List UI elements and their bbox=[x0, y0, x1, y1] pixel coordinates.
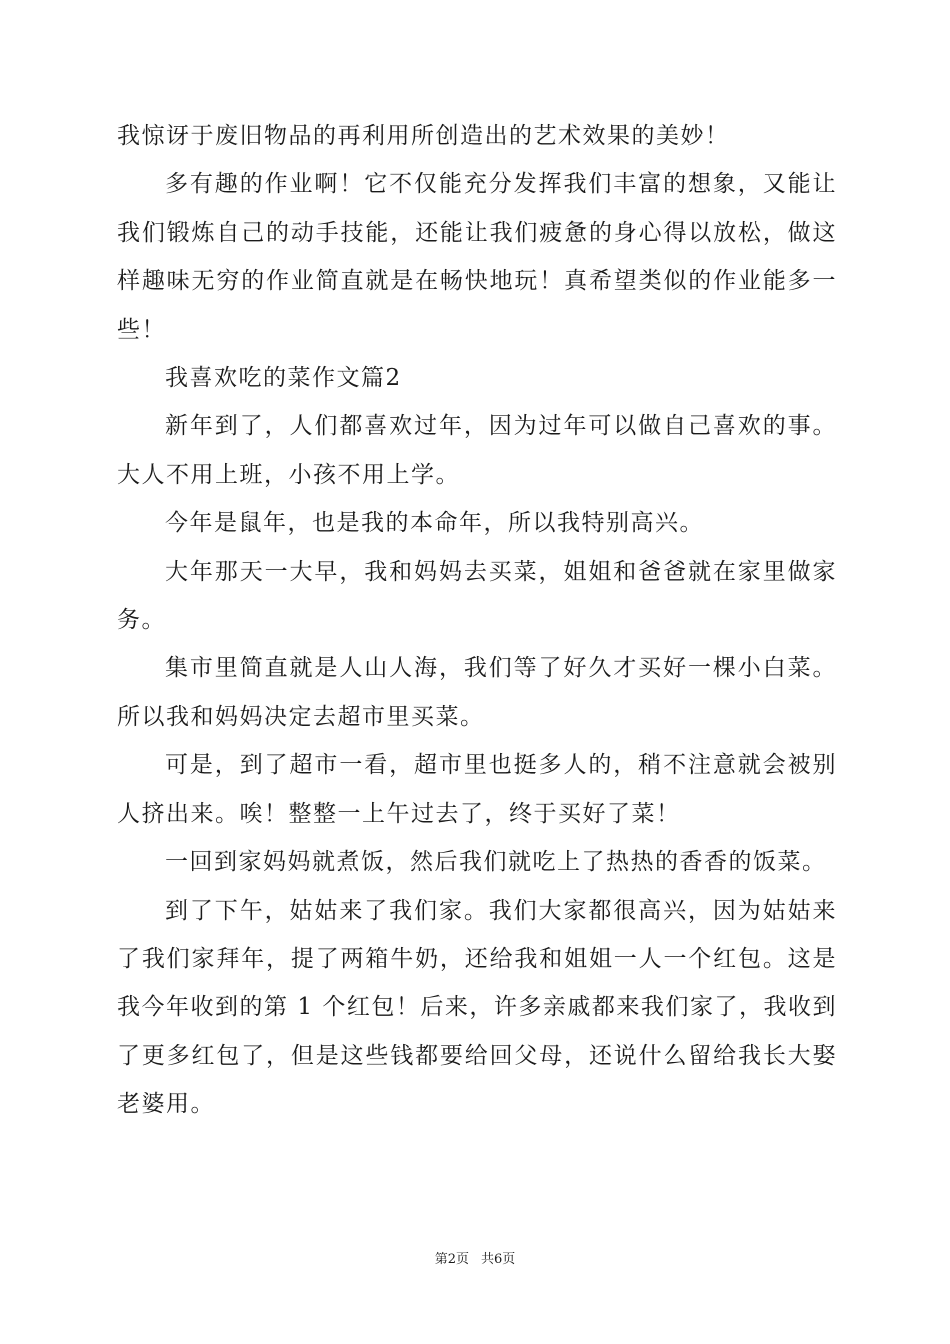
paragraph-8: 一回到家妈妈就煮饭，然后我们就吃上了热热的香香的饭菜。 bbox=[165, 849, 827, 876]
page-total: 共6页 bbox=[481, 1252, 516, 1267]
section-heading: 我喜欢吃的菜作文篇2 bbox=[165, 365, 402, 392]
paragraph-1: 我惊讶于废旧物品的再利用所创造出的艺术效果的美妙！ bbox=[117, 123, 730, 149]
paragraph-7: 可是，到了超市一看，超市里也挺多人的，稍不注意就会被别人挤出来。唉！整整一上午过去了，终于买好了菜！ bbox=[117, 752, 837, 827]
document-body bbox=[117, 112, 837, 1129]
paragraph-4: 今年是鼠年，也是我的本命年，所以我特别高兴。 bbox=[165, 510, 704, 537]
page-footer bbox=[0, 1248, 950, 1267]
paragraph-2: 多有趣的作业啊！它不仅能充分发挥我们丰富的想象，又能让我们锻炼自己的动手技能，还能让我们疲惫的身心得以放松，做这样趣味无穷的作业简直就是在畅快地玩！真希望类似的作业能多一些！ bbox=[117, 171, 837, 343]
paragraph-5: 大年那天一大早，我和妈妈去买菜，姐姐和爸爸就在家里做家务。 bbox=[117, 558, 837, 634]
page-number: 第2页 bbox=[434, 1252, 469, 1267]
paragraph-9: 到了下午，姑姑来了我们家。我们大家都很高兴，因为姑姑来了我们家拜年，提了两箱牛奶，还给我和姐姐一人一个红包。这是我今年收到的第 1 个红包！后来，许多亲戚都来我们家了，我收到了更多红包了，但是这些钱都要给回父母，还说什么留给我长大娶老婆用。 bbox=[117, 897, 837, 1118]
paragraph-6: 集市里简直就是人山人海，我们等了好久才买好一棵小白菜。所以我和妈妈决定去超市里买菜。 bbox=[117, 655, 837, 730]
paragraph-3: 新年到了，人们都喜欢过年，因为过年可以做自己喜欢的事。大人不用上班，小孩不用上学。 bbox=[117, 413, 837, 488]
